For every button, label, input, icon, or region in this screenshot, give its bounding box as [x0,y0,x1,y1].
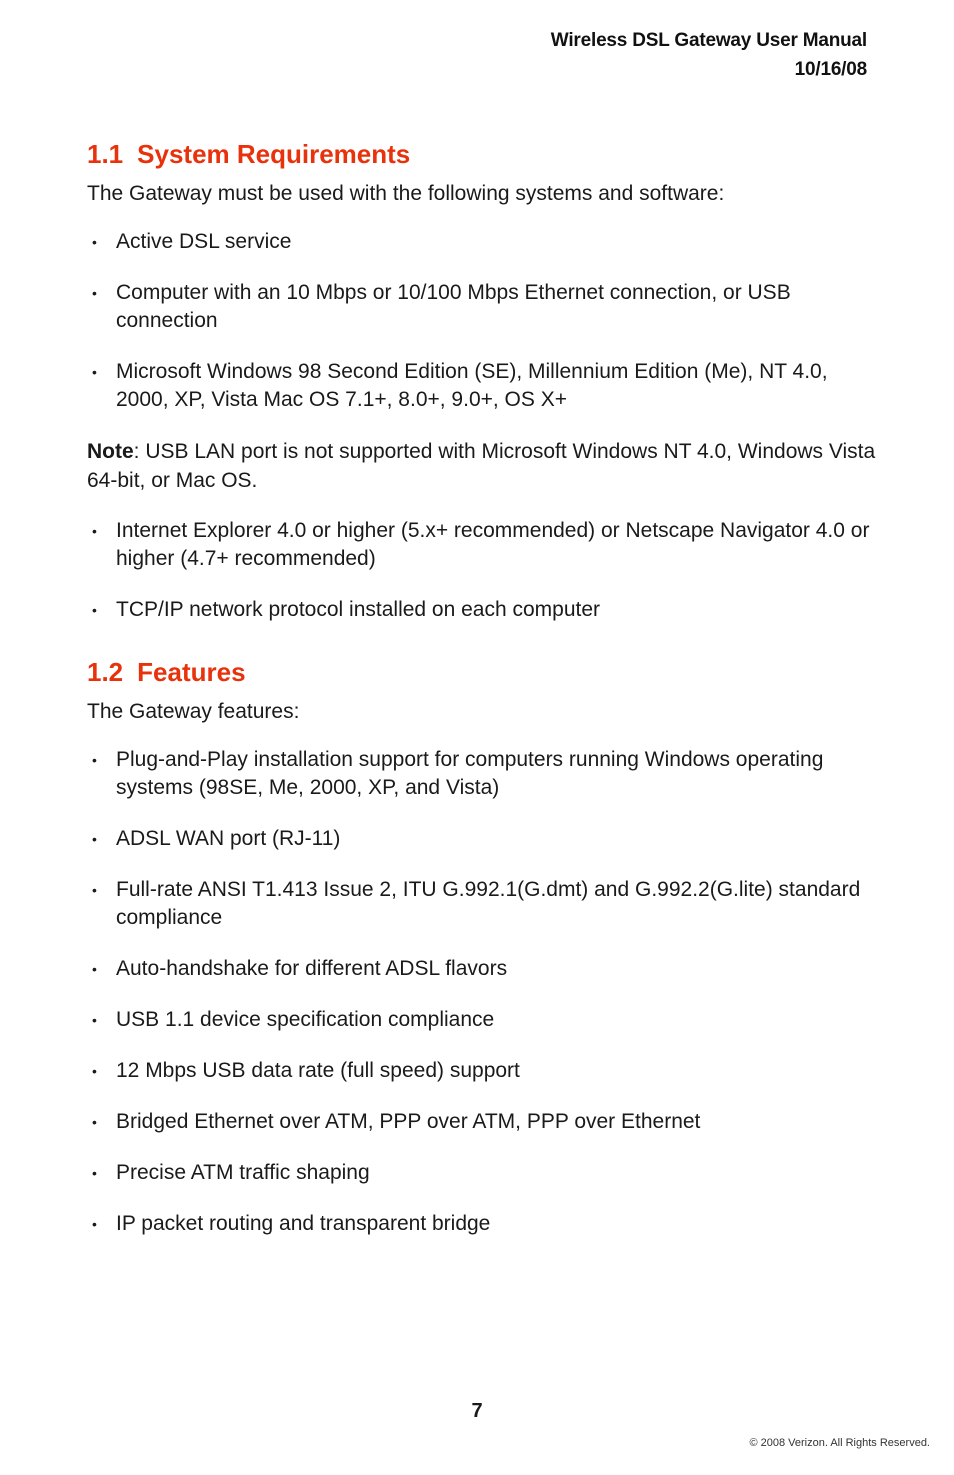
manual-title: Wireless DSL Gateway User Manual [550,30,867,51]
manual-date: 10/16/08 [794,59,867,80]
bullet-icon: • [92,364,97,380]
list-item: • 12 Mbps USB data rate (full speed) support [87,1057,877,1085]
list-item: • Internet Explorer 4.0 or higher (5.x+ recommended) or Netscape Navigator 4.0 or higher (4.7+ recommended) [92,519,870,570]
section-features [87,654,877,1238]
list-item: • IP packet routing and transparent bridge [87,1210,877,1238]
bullet-icon: • [92,1063,97,1079]
features-list [87,746,877,1238]
section-system-requirements [87,136,877,624]
page-number: 7 [471,1400,483,1422]
list-item: • Bridged Ethernet over ATM, PPP over ATM, PPP over Ethernet [87,1108,877,1136]
section-number: 1.2 [87,657,124,687]
list-item: • Active DSL service [87,228,877,256]
bullet-icon: • [92,752,97,768]
bullet-icon: • [92,1012,97,1028]
section-number: 1.1 [87,139,124,169]
copyright-notice: © 2008 Verizon. All Rights Reserved. [749,1437,930,1449]
bullet-icon: • [92,1114,97,1130]
requirements-list-continued [87,517,877,624]
list-item: • TCP/IP network protocol installed on each computer [87,596,877,624]
list-item: • Plug-and-Play installation support for computers running Windows operating systems (98SE, Me, 2000, XP, and Vista) [92,748,824,799]
list-item: • Computer with an 10 Mbps or 10/100 Mbps Ethernet connection, or USB connection [92,281,791,332]
requirements-list [87,228,877,414]
list-item: • Auto-handshake for different ADSL flavors [87,955,877,983]
note-label: Note [87,440,134,463]
section-title: System Requirements [137,139,411,169]
list-item: • Precise ATM traffic shaping [87,1159,877,1187]
section-heading [87,654,877,690]
section-intro: The Gateway must be used with the following systems and software: [87,182,725,205]
list-item: • ADSL WAN port (RJ-11) [87,825,877,853]
list-item: • Microsoft Windows 98 Second Edition (SE), Millennium Edition (Me), NT 4.0, 2000, XP, Vista Mac OS 7.1+, 8.0+, 9.0+, OS X+ [92,360,828,411]
note-paragraph [87,437,877,495]
bullet-icon: • [92,285,97,301]
bullet-icon: • [92,831,97,847]
document-body [87,136,877,1261]
bullet-icon: • [92,602,97,618]
page-header [551,26,867,84]
section-intro: The Gateway features: [87,700,300,723]
bullet-icon: • [92,1165,97,1181]
bullet-icon: • [92,961,97,977]
list-item: • Full-rate ANSI T1.413 Issue 2, ITU G.992.1(G.dmt) and G.992.2(G.lite) standard compliance [92,878,861,929]
bullet-icon: • [92,523,97,539]
list-item: • USB 1.1 device specification compliance [87,1006,877,1034]
bullet-icon: • [92,1216,97,1232]
bullet-icon: • [92,234,97,250]
bullet-icon: • [92,882,97,898]
section-heading [87,136,877,172]
section-title: Features [137,657,246,687]
note-text: : USB LAN port is not supported with Microsoft Windows NT 4.0, Windows Vista 64-bit, or Mac OS. [87,440,876,492]
